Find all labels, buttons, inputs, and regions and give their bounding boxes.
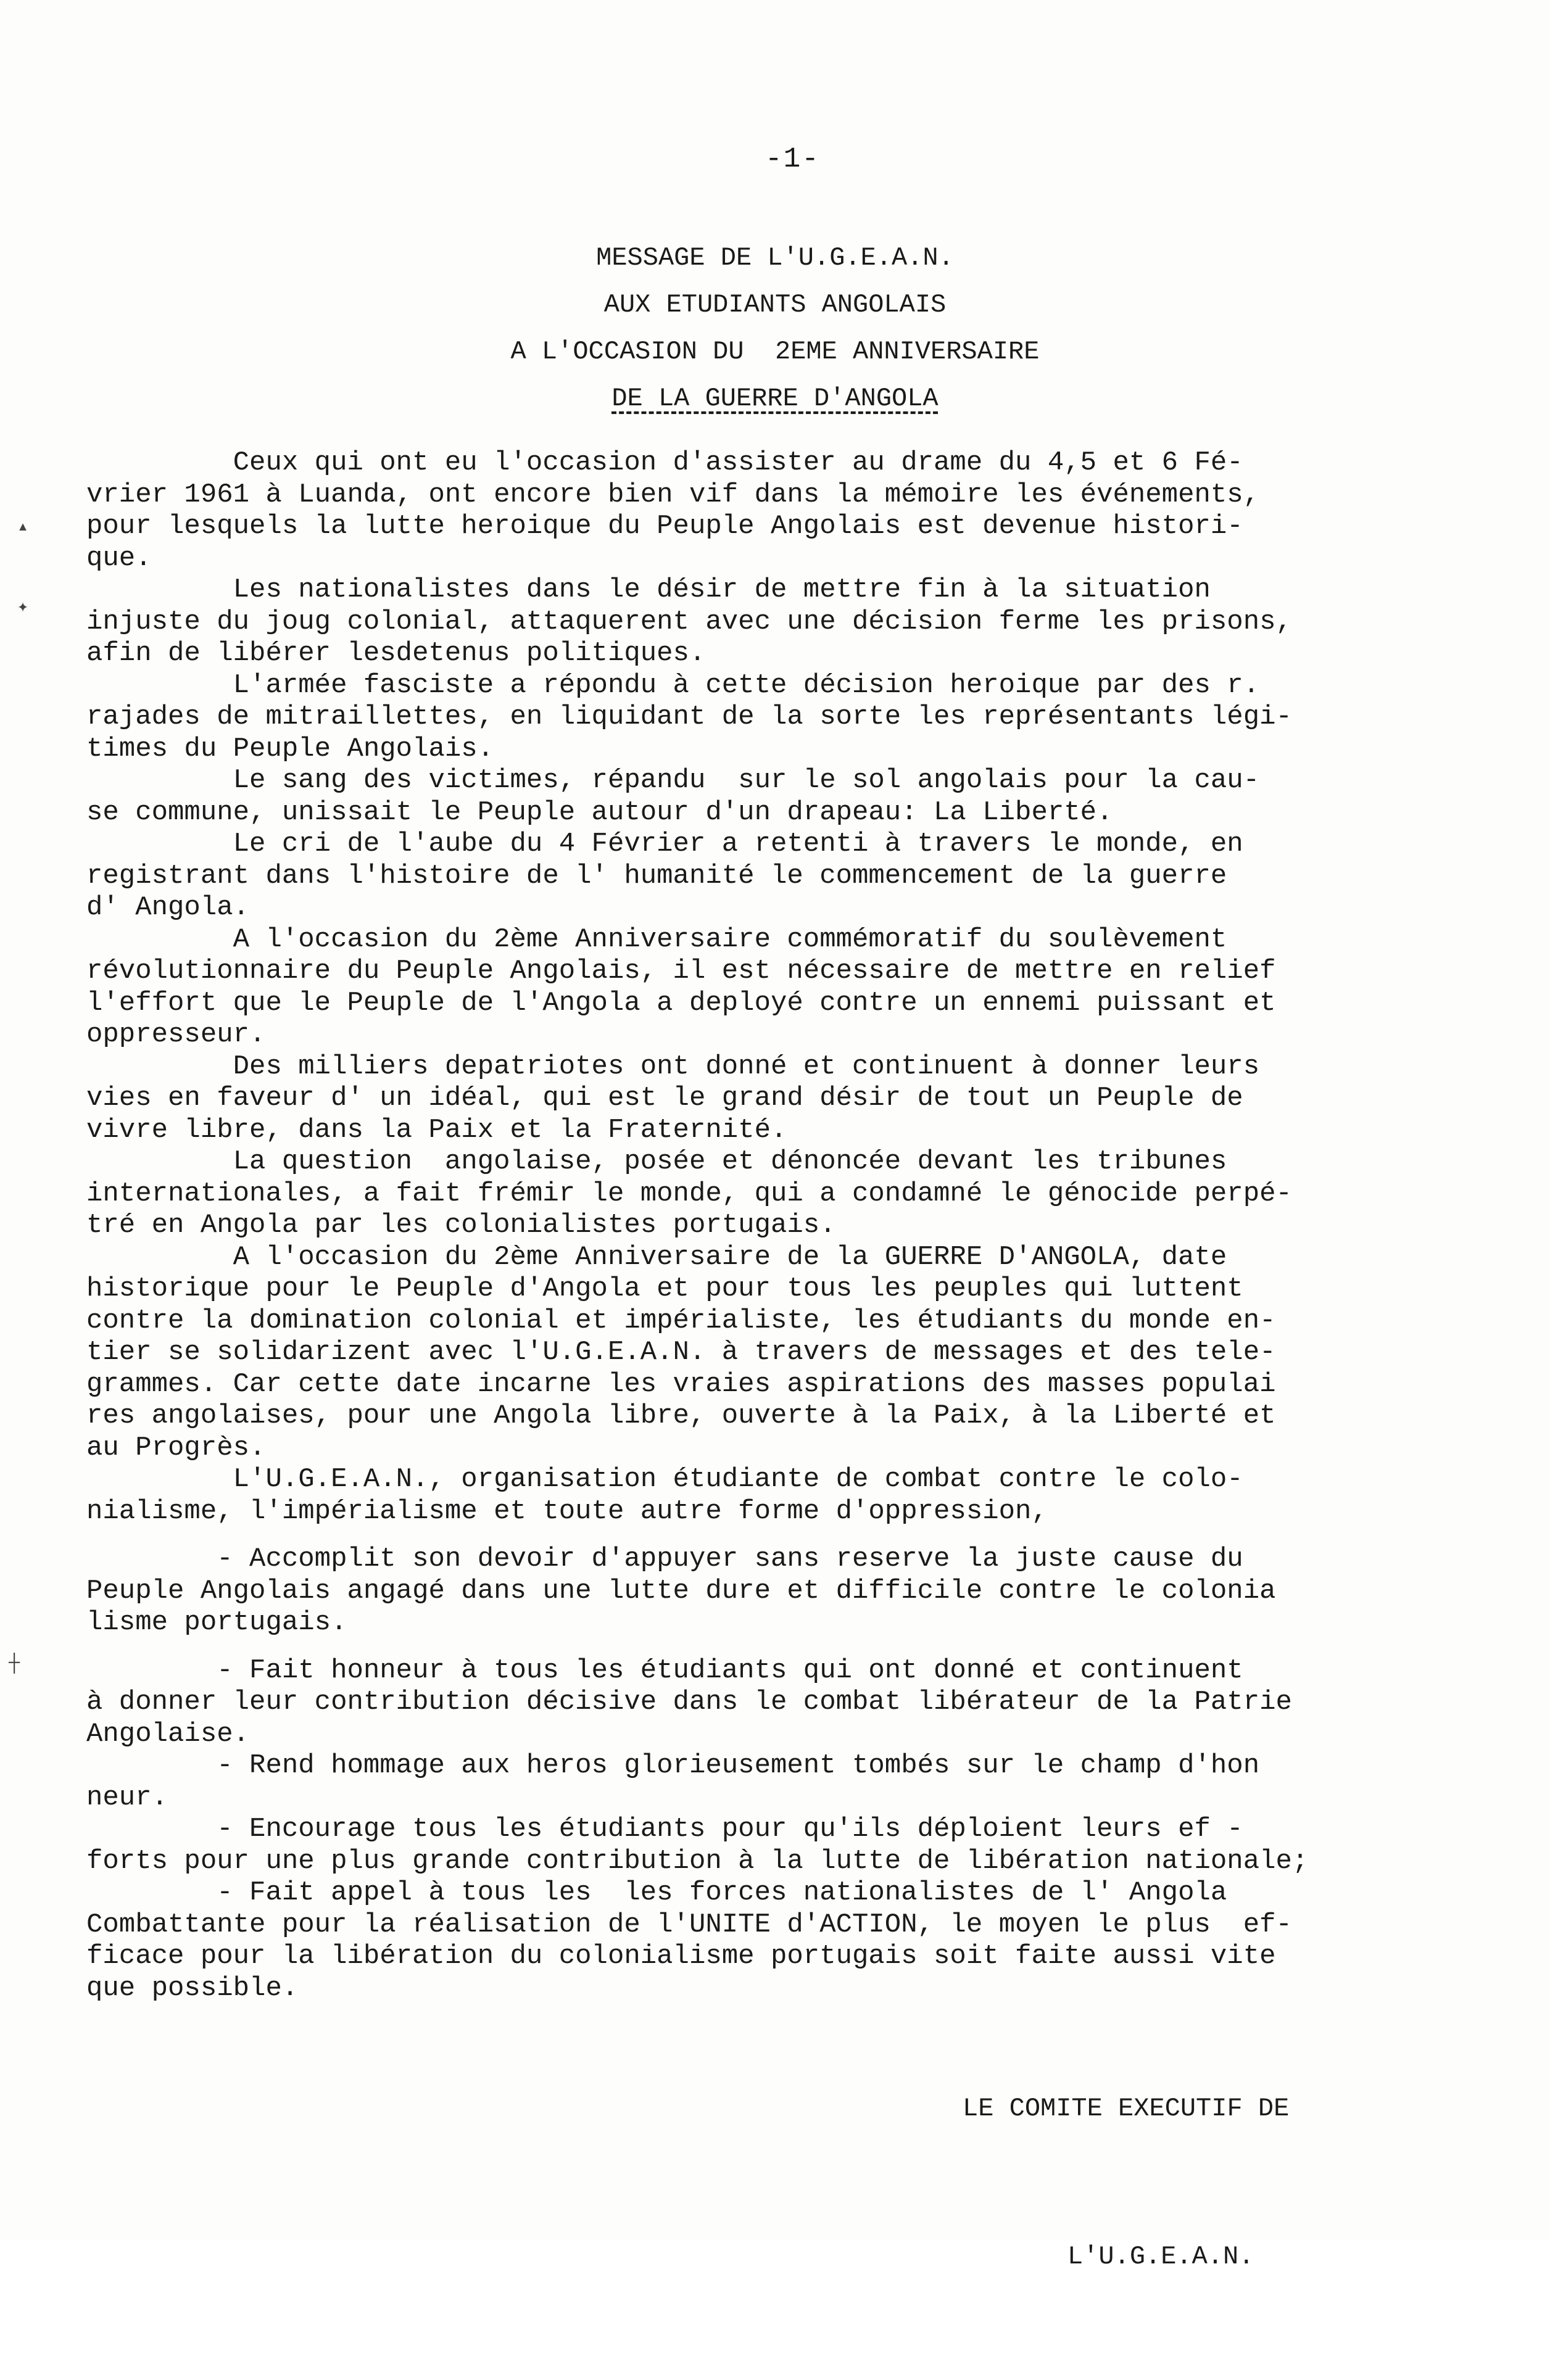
body-line: res angolaises, pour une Angola libre, ouverte à la Paix, à la Liberté et: [86, 1400, 1276, 1431]
body-line: L'armée fasciste a répondu à cette décision heroique par des r.: [86, 669, 1260, 701]
body-line: forts pour une plus grande contribution à la lutte de libération nationale;: [86, 1845, 1309, 1877]
signature-block: [963, 1985, 1289, 2380]
paragraph-gap: [86, 1527, 1499, 1543]
body-line: - Rend hommage aux heros glorieusement tombés sur le champ d'hon: [86, 1750, 1260, 1781]
body-line: neur.: [86, 1782, 168, 1813]
body-line: Les nationalistes dans le désir de mettre fin à la situation: [86, 574, 1211, 605]
body-line: Des milliers depatriotes ont donné et continuent à donner leurs: [86, 1051, 1260, 1082]
body-line: La question angolaise, posée et dénoncée devant les tribunes: [86, 1146, 1227, 1177]
body-line: pour lesquels la lutte heroique du Peuple Angolais est devenue histori-: [86, 511, 1243, 542]
body-line: A l'occasion du 2ème Anniversaire commémoratif du soulèvement: [86, 923, 1227, 955]
signature-line-1: LE COMITE EXECUTIF DE: [963, 2094, 1290, 2123]
body-line: que.: [86, 542, 152, 574]
body-line: tier se solidarizent avec l'U.G.E.A.N. à travers de messages et des tele-: [86, 1337, 1276, 1368]
body-line: nialisme, l'impérialisme et toute autre forme d'oppression,: [86, 1495, 1048, 1527]
margin-mark: ▴: [17, 517, 29, 538]
body-line: que possible.: [86, 1972, 299, 2004]
title-line-4: [0, 375, 1550, 422]
body-line: afin de libérer lesdetenus politiques.: [86, 638, 706, 669]
body-line: times du Peuple Angolais.: [86, 733, 494, 764]
title-line-3: A L'OCCASION DU 2EME ANNIVERSAIRE: [510, 337, 1040, 366]
body-line: à donner leur contribution décisive dans le combat libérateur de la Patrie: [86, 1687, 1292, 1717]
body-line: Ceux qui ont eu l'occasion d'assister au drame du 4,5 et 6 Fé-: [86, 447, 1243, 478]
body-line: rajades de mitraillettes, en liquidant de la sorte les représentants légi-: [86, 701, 1292, 732]
body-line: registrant dans l'histoire de l' humanité le commencement de la guerre: [86, 860, 1227, 891]
body-line: injuste du joug colonial, attaquerent avec une décision ferme les prisons,: [86, 606, 1292, 637]
body-line: Angolaise.: [86, 1718, 250, 1750]
signature-line-2: L'U.G.E.A.N.: [1067, 2242, 1254, 2271]
title-line-2: AUX ETUDIANTS ANGOLAIS: [603, 290, 947, 320]
body-line: vivre libre, dans la Paix et la Fraternité.: [86, 1114, 787, 1146]
body-line: l'effort que le Peuple de l'Angola a deployé contre un ennemi puissant et: [86, 987, 1276, 1019]
document-title: [0, 234, 1550, 422]
body-line: lisme portugais.: [86, 1607, 347, 1638]
body-line: contre la domination colonial et impérialiste, les étudiants du monde en-: [86, 1305, 1276, 1336]
body-line: oppresseur.: [86, 1019, 266, 1050]
margin-mark: ✦: [17, 597, 29, 618]
body-line: tré en Angola par les colonialistes portugais.: [86, 1210, 836, 1241]
body-line: Combattante pour la réalisation de l'UNITE d'ACTION, le moyen le plus ef-: [86, 1909, 1292, 1940]
body-line: - Fait appel à tous les les forces nationalistes de l' Angola: [86, 1877, 1227, 1908]
page-number: -1-: [765, 143, 820, 175]
body-line: - Fait honneur à tous les étudiants qui ont donné et continuent: [86, 1655, 1243, 1686]
body-line: grammes. Car cette date incarne les vraies aspirations des masses populai: [86, 1368, 1276, 1400]
body-line: ficace pour la libération du colonialisme portugais soit faite aussi vite: [86, 1941, 1276, 1972]
body-line: vrier 1961 à Luanda, ont encore bien vif dans la mémoire les événements,: [86, 479, 1260, 510]
title-line-4-text: DE LA GUERRE D'ANGOLA: [611, 384, 939, 413]
body-line: d' Angola.: [86, 892, 250, 923]
body-line: révolutionnaire du Peuple Angolais, il est nécessaire de mettre en relief: [86, 956, 1276, 986]
body-line: internationales, a fait frémir le monde, qui a condamné le génocide perpé-: [86, 1178, 1292, 1209]
margin-mark: ┼: [9, 1653, 20, 1674]
body-line: historique pour le Peuple d'Angola et pour tous les peuples qui luttent: [86, 1273, 1243, 1304]
body-line: Le sang des victimes, répandu sur le sol angolais pour la cau-: [86, 765, 1260, 796]
body-line: se commune, unissait le Peuple autour d'un drapeau: La Liberté.: [86, 796, 1113, 828]
body-line: - Accomplit son devoir d'appuyer sans reserve la juste cause du: [86, 1543, 1243, 1574]
body-line: L'U.G.E.A.N., organisation étudiante de combat contre le colo-: [86, 1464, 1243, 1495]
body-line: A l'occasion du 2ème Anniversaire de la GUERRE D'ANGOLA, date: [86, 1241, 1227, 1273]
title-line-1: MESSAGE DE L'U.G.E.A.N.: [596, 243, 954, 273]
body-line: vies en faveur d' un idéal, qui est le grand désir de tout un Peuple de: [86, 1083, 1243, 1114]
body-line: Le cri de l'aube du 4 Février a retenti à travers le monde, en: [86, 828, 1243, 859]
body-line: au Progrès.: [86, 1432, 266, 1463]
message-body: [86, 447, 1499, 2004]
body-line: - Encourage tous les étudiants pour qu'ils déploient leurs ef -: [86, 1814, 1243, 1845]
body-line: Peuple Angolais angagé dans une lutte dure et difficile contre le colonia: [86, 1575, 1276, 1606]
paragraph-gap: [86, 1639, 1499, 1655]
